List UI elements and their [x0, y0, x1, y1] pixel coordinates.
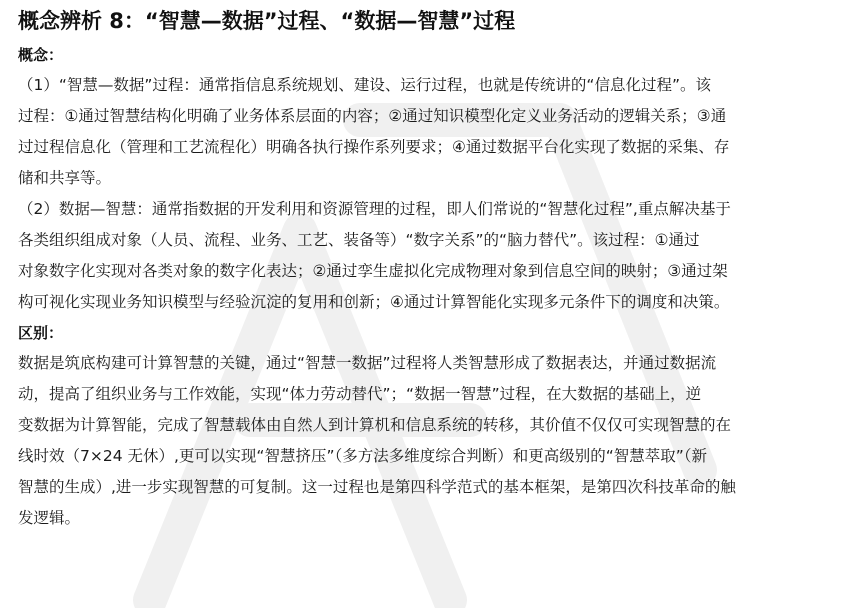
text-line: 变数据为计算智能，完成了智慧载体由自然人到计算机和信息系统的转移，其价值不仅仅可实现智慧的在: [18, 416, 732, 434]
text-line: 过过程信息化（管理和工艺流程化）明确各执行操作系列要求；④通过数据平台化实现了数据的采集、存: [18, 138, 730, 156]
text-line: 数据是筑底构建可计算智慧的关键，通过“智慧一数据”过程将人类智慧形成了数据表达，并通过数据流: [18, 354, 717, 372]
text-line: 过程：①通过智慧结构化明确了业务体系层面的内容；②通过知识模型化定义业务活动的逻辑关系；③通: [18, 107, 727, 125]
text-line: 智慧的生成）,进一步实现智慧的可复制。这一过程也是第四科学范式的基本框架，是第四次科技革命的触: [18, 478, 736, 496]
difference-paragraph: [18, 348, 843, 534]
document-title: 概念辨析 8：“智慧—数据”过程、“数据—智慧”过程: [18, 9, 516, 33]
document-content: [18, 2, 843, 534]
concept-paragraph-1: [18, 70, 843, 194]
text-line: （2）数据—智慧：通常指数据的开发利用和资源管理的过程，即人们常说的“智慧化过程”,重点解决基于: [18, 200, 731, 218]
text-line: 构可视化实现业务知识模型与经验沉淀的复用和创新；④通过计算智能化实现多元条件下的调度和决策。: [18, 293, 730, 311]
text-line: 各类组织组成对象（人员、流程、业务、工艺、装备等）“数字关系”的“脑力替代”。该过程：①通过: [18, 231, 700, 249]
text-line: 发逻辑。: [18, 509, 81, 527]
concept-paragraph-2: [18, 194, 843, 318]
concept-heading: 概念：: [18, 46, 64, 64]
text-line: 储和共享等。: [18, 169, 112, 187]
text-line: （1）“智慧—数据”过程：通常指信息系统规划、建设、运行过程，也就是传统讲的“信息化过程”。该: [18, 76, 711, 94]
difference-heading: 区别：: [18, 324, 64, 342]
text-line: 线时效（7×24 无休）,更可以实现“智慧挤压”（多方法多维度综合判断）和更高级别的“智慧萃取”（新: [18, 447, 708, 465]
text-line: 动，提高了组织业务与工作效能，实现“体力劳动替代”；“数据一智慧”过程，在大数据的基础上，逆: [18, 385, 702, 403]
text-line: 对象数字化实现对各类对象的数字化表达；②通过孪生虚拟化完成物理对象到信息空间的映射；③通过架: [18, 262, 728, 280]
